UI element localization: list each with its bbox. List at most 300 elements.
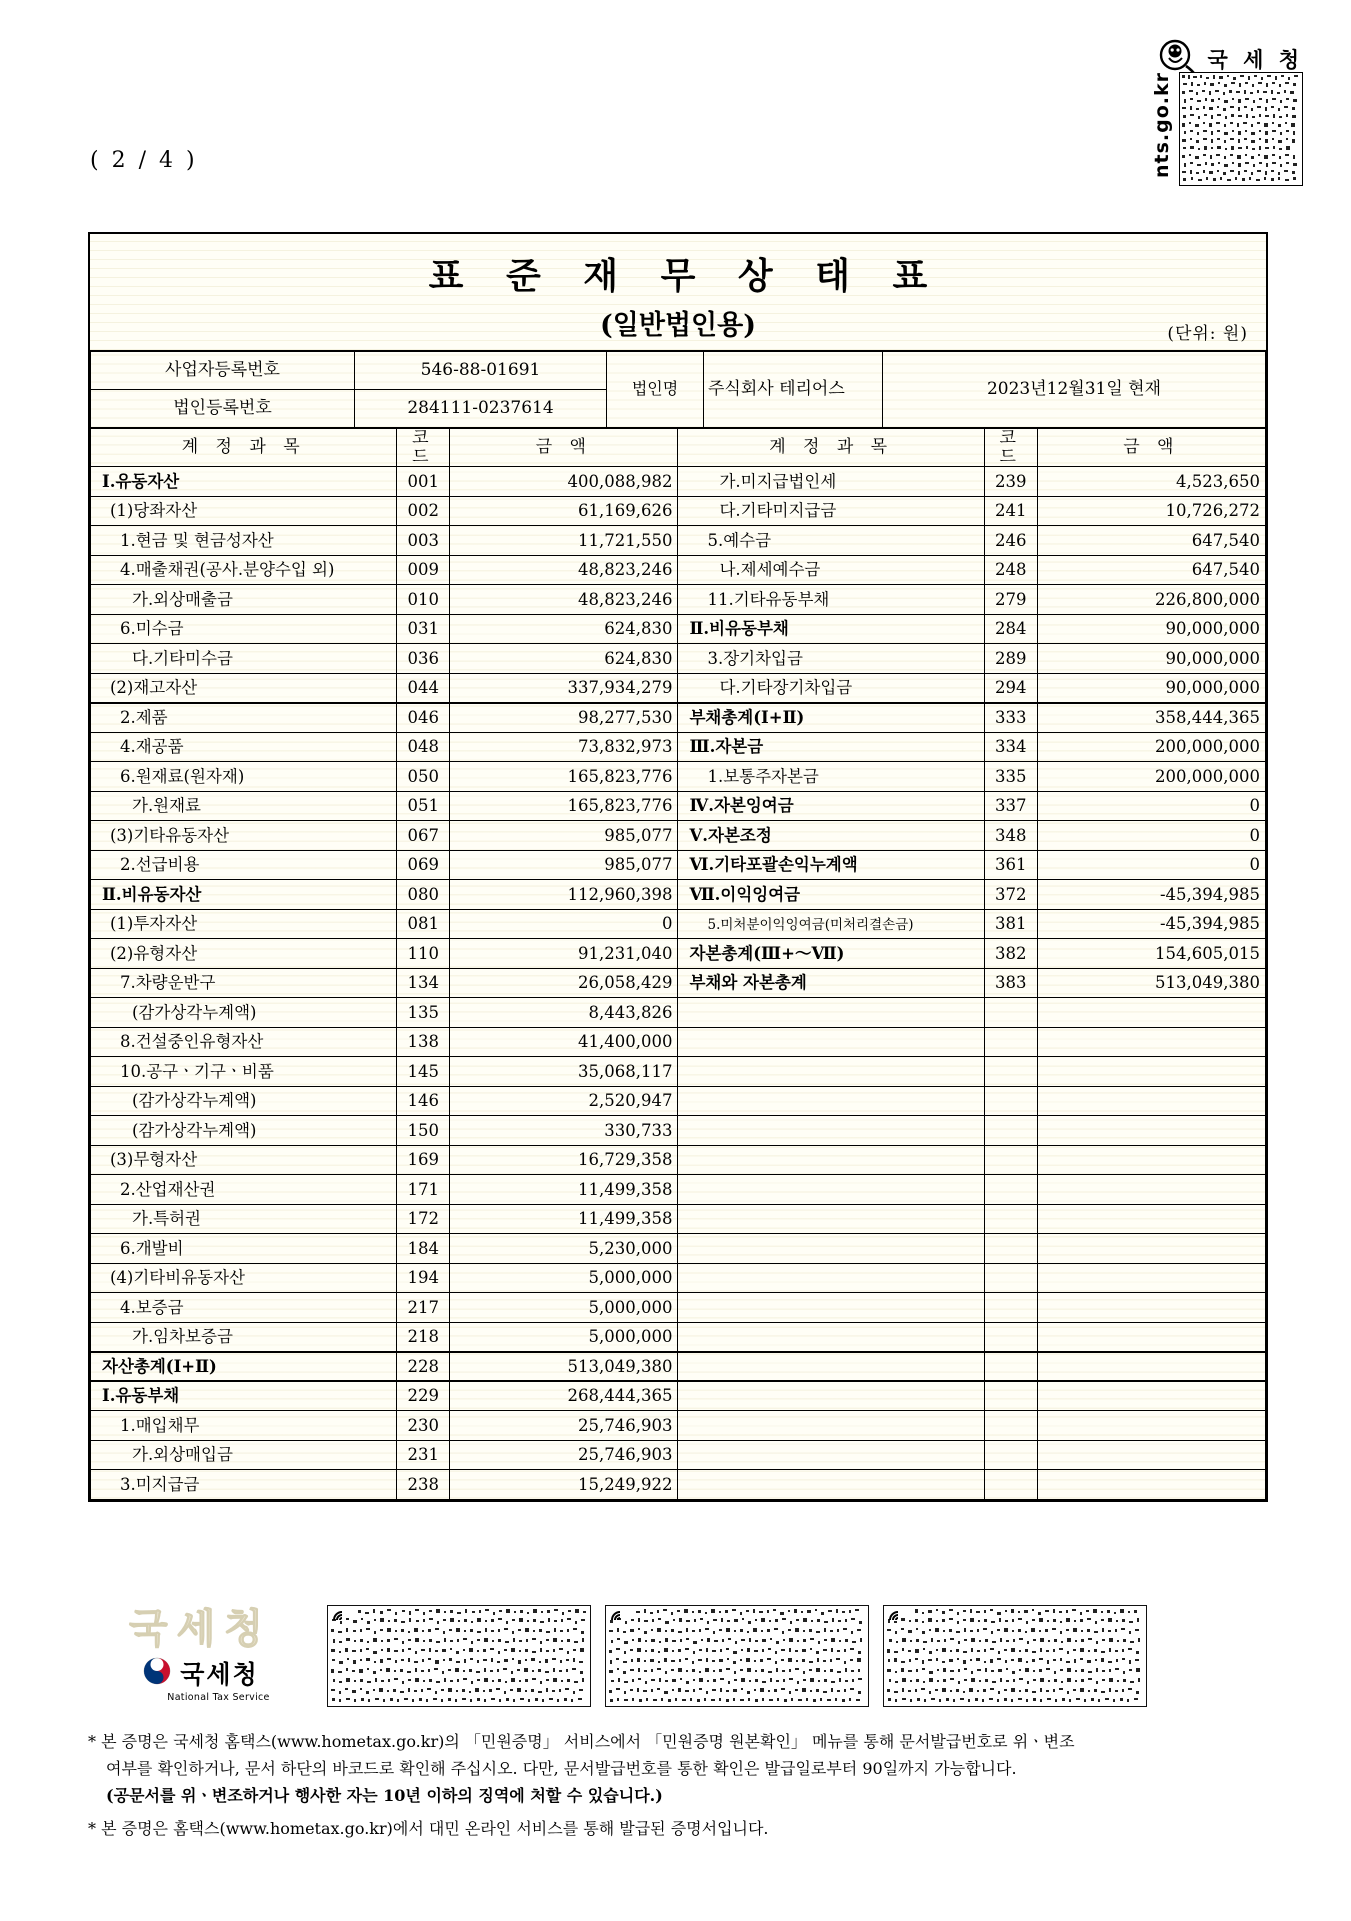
header-account-right: 계 정 과 목: [678, 429, 984, 467]
account-code-cell: 238: [397, 1470, 450, 1500]
account-amount-cell: 0: [1037, 821, 1265, 851]
table-row: [91, 968, 1266, 998]
account-code-cell: [984, 1204, 1037, 1234]
account-name: 가.미지급법인세: [719, 471, 837, 491]
table-row: [91, 673, 1266, 703]
account-amount-cell: 513,049,380: [450, 1352, 678, 1382]
table-row: [91, 1322, 1266, 1352]
table-row: [91, 644, 1266, 674]
account-name: [683, 1357, 689, 1376]
account-name-cell: [678, 703, 984, 733]
account-code-cell: 081: [397, 909, 450, 939]
account-name-cell: [91, 644, 397, 674]
account-name: [683, 1091, 689, 1110]
header-code-left: 코드: [397, 429, 450, 467]
account-amount-cell: 5,000,000: [450, 1263, 678, 1293]
table-row: [91, 909, 1266, 939]
account-amount-cell: [1037, 1057, 1265, 1087]
account-name-cell: [678, 939, 984, 969]
account-name: 5.예수금: [707, 530, 772, 550]
account-code-cell: [984, 1470, 1037, 1500]
account-amount-cell: 112,960,398: [450, 880, 678, 910]
account-name: Ⅱ.비유동부채: [689, 619, 789, 639]
account-amount-cell: 200,000,000: [1037, 732, 1265, 762]
account-name-cell: [91, 673, 397, 703]
table-row: [91, 821, 1266, 851]
table-row: [91, 585, 1266, 615]
account-name-cell: [91, 1145, 397, 1175]
table-row: [91, 1086, 1266, 1116]
account-name-cell: [678, 1204, 984, 1234]
page-indicator: ( 2 / 4 ): [90, 148, 198, 173]
account-name: Ⅴ.자본조정: [689, 825, 772, 845]
account-code-cell: 217: [397, 1293, 450, 1323]
account-name-cell: [91, 998, 397, 1028]
account-name-cell: [678, 1352, 984, 1382]
account-code-cell: 003: [397, 526, 450, 556]
top-barcode: [1179, 72, 1303, 186]
account-name: Ⅱ.비유동자산: [102, 884, 202, 904]
account-name: (2)유형자산: [110, 943, 198, 963]
account-code-cell: 169: [397, 1145, 450, 1175]
table-row: [91, 1470, 1266, 1500]
account-name: (감가상각누계액): [132, 1120, 257, 1140]
account-code-cell: 248: [984, 555, 1037, 585]
account-amount-cell: 5,000,000: [450, 1322, 678, 1352]
footnote-line-2: 여부를 확인하거나, 문서 하단의 바코드로 확인해 주십시오. 다만, 문서발급번호를 통한 확인은 발급일로부터 90일까지 가능합니다.: [106, 1758, 1017, 1778]
account-name-cell: [678, 1381, 984, 1411]
document-title: 표 준 재 무 상 태 표: [428, 255, 943, 297]
account-amount-cell: 90,000,000: [1037, 644, 1265, 674]
account-name-cell: [678, 644, 984, 674]
account-name-cell: [678, 732, 984, 762]
barcode-corner-icon: [331, 1609, 353, 1631]
account-code-cell: 067: [397, 821, 450, 851]
account-amount-cell: 90,000,000: [1037, 673, 1265, 703]
account-amount-cell: 624,830: [450, 644, 678, 674]
account-name-cell: [678, 762, 984, 792]
verification-barcode-2: [605, 1605, 869, 1707]
account-code-cell: 046: [397, 703, 450, 733]
account-amount-cell: 985,077: [450, 850, 678, 880]
account-code-cell: 361: [984, 850, 1037, 880]
account-code-cell: 284: [984, 614, 1037, 644]
account-name-cell: [91, 939, 397, 969]
table-row: [91, 703, 1266, 733]
account-name-cell: [91, 1293, 397, 1323]
account-code-cell: [984, 1234, 1037, 1264]
account-name-cell: [91, 909, 397, 939]
nts-stamp-name-ko: 국세청: [180, 1660, 259, 1689]
table-row: [91, 1234, 1266, 1264]
account-code-cell: 172: [397, 1204, 450, 1234]
account-name: (1)투자자산: [110, 914, 198, 934]
account-code-cell: [984, 1381, 1037, 1411]
account-amount-cell: 165,823,776: [450, 762, 678, 792]
account-amount-cell: 25,746,903: [450, 1440, 678, 1470]
account-name-cell: [91, 762, 397, 792]
account-name-cell: [91, 850, 397, 880]
account-code-cell: 194: [397, 1263, 450, 1293]
account-amount-cell: 48,823,246: [450, 555, 678, 585]
header-code-right: 코드: [984, 429, 1037, 467]
table-row: [91, 1175, 1266, 1205]
account-code-cell: 009: [397, 555, 450, 585]
account-name-cell: [678, 850, 984, 880]
account-name: [683, 1062, 689, 1081]
table-row: [91, 496, 1266, 526]
biz-reg-value: 546-88-01691: [355, 352, 607, 390]
account-name-cell: [91, 1322, 397, 1352]
account-name-cell: [91, 1204, 397, 1234]
account-amount-cell: 2,520,947: [450, 1086, 678, 1116]
account-amount-cell: 10,726,272: [1037, 496, 1265, 526]
accounts-table-body: [91, 467, 1266, 1500]
account-name: 5.미처분이익잉여금(미처리결손금): [707, 917, 914, 934]
account-code-cell: 150: [397, 1116, 450, 1146]
footnote-line-3: (공문서를 위ㆍ변조하거나 행사한 자는 10년 이하의 징역에 처할 수 있습니다.): [106, 1785, 663, 1805]
account-code-cell: [984, 1116, 1037, 1146]
account-code-cell: [984, 1263, 1037, 1293]
account-amount-cell: 0: [450, 909, 678, 939]
account-name: (3)기타유동자산: [110, 825, 230, 845]
table-row: [91, 1440, 1266, 1470]
account-name-cell: [91, 732, 397, 762]
account-name-cell: [678, 880, 984, 910]
account-name: 부채와 자본총계: [689, 973, 807, 993]
bottom-verification-strip: [88, 1597, 1268, 1715]
account-name: 자본총계(Ⅲ+～Ⅶ): [689, 943, 845, 963]
table-row: [91, 762, 1266, 792]
account-name-cell: [91, 1411, 397, 1441]
account-code-cell: 348: [984, 821, 1037, 851]
table-row: [91, 614, 1266, 644]
account-name-cell: [91, 1263, 397, 1293]
account-name-cell: [91, 1057, 397, 1087]
account-amount-cell: [1037, 1116, 1265, 1146]
account-amount-cell: -45,394,985: [1037, 909, 1265, 939]
account-name: Ⅲ.자본금: [689, 737, 764, 757]
account-amount-cell: 98,277,530: [450, 703, 678, 733]
account-amount-cell: [1037, 1440, 1265, 1470]
account-code-cell: 239: [984, 467, 1037, 497]
account-amount-cell: 330,733: [450, 1116, 678, 1146]
table-row: [91, 939, 1266, 969]
account-code-cell: 383: [984, 968, 1037, 998]
account-amount-cell: 0: [1037, 791, 1265, 821]
account-name: Ⅰ.유동자산: [102, 471, 180, 491]
account-amount-cell: 358,444,365: [1037, 703, 1265, 733]
nts-stamp-name-en: National Tax Service: [167, 1692, 270, 1703]
account-name-cell: [678, 585, 984, 615]
account-code-cell: 218: [397, 1322, 450, 1352]
account-name-cell: [91, 555, 397, 585]
account-amount-cell: 647,540: [1037, 526, 1265, 556]
account-amount-cell: [1037, 1470, 1265, 1500]
biz-reg-label: 사업자등록번호: [91, 352, 355, 390]
account-amount-cell: 154,605,015: [1037, 939, 1265, 969]
balance-sheet-document: [88, 232, 1268, 1502]
as-of-date: 2023년12월31일 현재: [883, 352, 1266, 428]
account-code-cell: 036: [397, 644, 450, 674]
account-code-cell: 069: [397, 850, 450, 880]
corp-reg-label: 법인등록번호: [91, 390, 355, 428]
account-name-cell: [678, 791, 984, 821]
account-name-cell: [678, 909, 984, 939]
account-amount-cell: 25,746,903: [450, 1411, 678, 1441]
account-name: 가.임차보증금: [132, 1326, 233, 1346]
account-name-cell: [91, 467, 397, 497]
account-amount-cell: [1037, 1293, 1265, 1323]
account-name-cell: [91, 1175, 397, 1205]
account-code-cell: 231: [397, 1440, 450, 1470]
account-name-cell: [678, 1293, 984, 1323]
account-amount-cell: 647,540: [1037, 555, 1265, 585]
header-account-left: 계 정 과 목: [91, 429, 397, 467]
account-amount-cell: 0: [1037, 850, 1265, 880]
corp-reg-value: 284111-0237614: [355, 390, 607, 428]
account-code-cell: 002: [397, 496, 450, 526]
account-code-cell: 138: [397, 1027, 450, 1057]
header-amount-right: 금 액: [1037, 429, 1265, 467]
footnote-line-4: * 본 증명은 홈택스(www.hometax.go.kr)에서 대민 온라인 서비스를 통해 발급된 증명서입니다.: [88, 1819, 769, 1839]
account-code-cell: 294: [984, 673, 1037, 703]
account-amount-cell: [1037, 1086, 1265, 1116]
account-name-cell: [678, 1440, 984, 1470]
account-code-cell: 135: [397, 998, 450, 1028]
account-code-cell: [984, 1440, 1037, 1470]
nts-stamp-main: [142, 1655, 258, 1691]
account-name: 다.기타미수금: [132, 648, 233, 668]
account-name: Ⅰ.유동부채: [102, 1386, 180, 1406]
table-row: [91, 1293, 1266, 1323]
account-name-cell: [678, 1175, 984, 1205]
account-code-cell: 382: [984, 939, 1037, 969]
account-amount-cell: [1037, 1263, 1265, 1293]
account-code-cell: 230: [397, 1411, 450, 1441]
account-amount-cell: 41,400,000: [450, 1027, 678, 1057]
account-name: [683, 1327, 689, 1346]
account-name: 가.원재료: [132, 796, 202, 816]
account-name: 4.매출채권(공사.분양수입 외): [120, 560, 335, 580]
table-row: [91, 850, 1266, 880]
account-name: 다.기타장기차입금: [719, 677, 853, 697]
account-name-cell: [91, 791, 397, 821]
account-name-cell: [91, 1470, 397, 1500]
account-name-cell: [678, 673, 984, 703]
account-name: 6.개발비: [120, 1238, 184, 1258]
company-info-table: [90, 351, 1266, 428]
table-row: [91, 1057, 1266, 1087]
account-code-cell: [984, 1057, 1037, 1087]
account-name-cell: [91, 1234, 397, 1264]
account-amount-cell: [1037, 1322, 1265, 1352]
account-amount-cell: 11,499,358: [450, 1175, 678, 1205]
nts-stamp: [88, 1597, 313, 1715]
unit-label: (단위: 원): [1167, 324, 1248, 344]
account-code-cell: 145: [397, 1057, 450, 1087]
account-name: 나.제세예수금: [719, 560, 821, 580]
table-row: [91, 1145, 1266, 1175]
account-name-cell: [91, 496, 397, 526]
account-amount-cell: [1037, 1175, 1265, 1205]
account-code-cell: 048: [397, 732, 450, 762]
account-name-cell: [678, 555, 984, 585]
account-code-cell: 381: [984, 909, 1037, 939]
account-name: 3.미지급금: [120, 1474, 200, 1494]
account-amount-cell: 73,832,973: [450, 732, 678, 762]
nts-url-vertical: nts.go.kr: [1151, 72, 1173, 179]
account-name-cell: [678, 1086, 984, 1116]
account-code-cell: 372: [984, 880, 1037, 910]
account-name-cell: [91, 880, 397, 910]
account-code-cell: 044: [397, 673, 450, 703]
account-name: 다.기타미지급금: [719, 501, 837, 521]
account-name: Ⅶ.이익잉여금: [689, 884, 801, 904]
account-name-cell: [678, 1234, 984, 1264]
account-amount-cell: 16,729,358: [450, 1145, 678, 1175]
document-subtitle: (일반법인용): [600, 310, 756, 341]
account-name-cell: [91, 614, 397, 644]
account-name: 가.특허권: [132, 1209, 202, 1229]
account-name: [683, 1386, 689, 1405]
account-name: [683, 1032, 689, 1051]
account-amount-cell: [1037, 1381, 1265, 1411]
account-amount-cell: 337,934,279: [450, 673, 678, 703]
account-amount-cell: 513,049,380: [1037, 968, 1265, 998]
verification-barcode-1: [327, 1605, 591, 1707]
account-name-cell: [678, 496, 984, 526]
account-name: [683, 1416, 689, 1435]
corp-name-label: 법인명: [607, 352, 704, 428]
accounts-table: [90, 428, 1266, 1500]
account-name: Ⅵ.기타포괄손익누계액: [689, 855, 858, 875]
account-name: 3.장기차입금: [707, 648, 803, 668]
account-name: [683, 1475, 689, 1494]
corp-name-value: 주식회사 테리어스: [704, 352, 883, 428]
account-name: (4)기타비유동자산: [110, 1268, 245, 1288]
account-code-cell: [984, 1086, 1037, 1116]
account-name-cell: [91, 1086, 397, 1116]
account-name-cell: [678, 1322, 984, 1352]
account-amount-cell: 624,830: [450, 614, 678, 644]
table-row: [91, 1352, 1266, 1382]
account-name: 2.산업재산권: [120, 1179, 216, 1199]
account-code-cell: 031: [397, 614, 450, 644]
table-row: [91, 555, 1266, 585]
account-amount-cell: 26,058,429: [450, 968, 678, 998]
account-name-cell: [91, 1381, 397, 1411]
account-name: 부채총계(Ⅰ+Ⅱ): [689, 707, 805, 727]
account-name: [683, 1209, 689, 1228]
table-row: [91, 791, 1266, 821]
table-row: [91, 998, 1266, 1028]
table-row: [91, 1027, 1266, 1057]
account-code-cell: 335: [984, 762, 1037, 792]
account-amount-cell: 226,800,000: [1037, 585, 1265, 615]
account-name: 가.외상매출금: [132, 589, 233, 609]
barcode-corner-icon: [887, 1609, 909, 1631]
account-name: Ⅳ.자본잉여금: [689, 796, 794, 816]
account-code-cell: 241: [984, 496, 1037, 526]
account-name-cell: [91, 703, 397, 733]
account-code-cell: [984, 1175, 1037, 1205]
account-name: 가.외상매입금: [132, 1445, 233, 1465]
account-name: 1.현금 및 현금성자산: [120, 530, 274, 550]
account-code-cell: [984, 1027, 1037, 1057]
account-amount-cell: [1037, 1204, 1265, 1234]
account-code-cell: [984, 1352, 1037, 1382]
table-row: [91, 1116, 1266, 1146]
footnotes: [88, 1730, 1278, 1844]
table-row: [91, 1263, 1266, 1293]
account-name: (감가상각누계액): [132, 1091, 257, 1111]
account-name: (3)무형자산: [110, 1150, 198, 1170]
account-name-cell: [91, 1027, 397, 1057]
account-name: 10.공구ㆍ기구ㆍ비품: [120, 1061, 274, 1081]
account-code-cell: 289: [984, 644, 1037, 674]
barcode-corner-icon: [609, 1609, 631, 1631]
account-amount-cell: 90,000,000: [1037, 614, 1265, 644]
account-name: 1.매입채무: [120, 1415, 200, 1435]
account-amount-cell: [1037, 1411, 1265, 1441]
account-amount-cell: [1037, 998, 1265, 1028]
account-amount-cell: -45,394,985: [1037, 880, 1265, 910]
account-code-cell: 050: [397, 762, 450, 792]
account-name: [683, 1003, 689, 1022]
account-code-cell: 051: [397, 791, 450, 821]
account-amount-cell: 8,443,826: [450, 998, 678, 1028]
account-name-cell: [678, 1057, 984, 1087]
accounts-header-row: [91, 429, 1266, 467]
account-name: 2.제품: [120, 707, 168, 727]
account-code-cell: [984, 998, 1037, 1028]
account-code-cell: [984, 1145, 1037, 1175]
account-code-cell: [984, 1411, 1037, 1441]
account-name: (감가상각누계액): [132, 1002, 257, 1022]
account-name: [683, 1268, 689, 1287]
account-amount-cell: 4,523,650: [1037, 467, 1265, 497]
account-name-cell: [678, 467, 984, 497]
account-name: [683, 1298, 689, 1317]
account-name: [683, 1150, 689, 1169]
account-amount-cell: 11,499,358: [450, 1204, 678, 1234]
account-name-cell: [678, 614, 984, 644]
account-amount-cell: 5,000,000: [450, 1293, 678, 1323]
footnote-line-1: * 본 증명은 국세청 홈택스(www.hometax.go.kr)의 「민원증명」 서비스에서 「민원증명 원본확인」 메뉴를 통해 문서발급번호로 위ㆍ변조: [88, 1732, 1075, 1751]
account-amount-cell: 48,823,246: [450, 585, 678, 615]
account-code-cell: [984, 1322, 1037, 1352]
account-name-cell: [91, 1352, 397, 1382]
account-name: 4.재공품: [120, 737, 184, 757]
account-name-cell: [678, 998, 984, 1028]
account-name-cell: [678, 1470, 984, 1500]
account-name-cell: [678, 1027, 984, 1057]
account-amount-cell: 11,721,550: [450, 526, 678, 556]
account-name-cell: [678, 1411, 984, 1441]
account-name-cell: [678, 1116, 984, 1146]
account-code-cell: 228: [397, 1352, 450, 1382]
account-code-cell: 110: [397, 939, 450, 969]
account-name: 7.차량운반구: [120, 973, 216, 993]
account-name-cell: [678, 821, 984, 851]
table-row: [91, 352, 1266, 390]
account-code-cell: [984, 1293, 1037, 1323]
account-amount-cell: 985,077: [450, 821, 678, 851]
account-amount-cell: 200,000,000: [1037, 762, 1265, 792]
account-code-cell: 184: [397, 1234, 450, 1264]
account-name: (2)재고자산: [110, 677, 198, 697]
